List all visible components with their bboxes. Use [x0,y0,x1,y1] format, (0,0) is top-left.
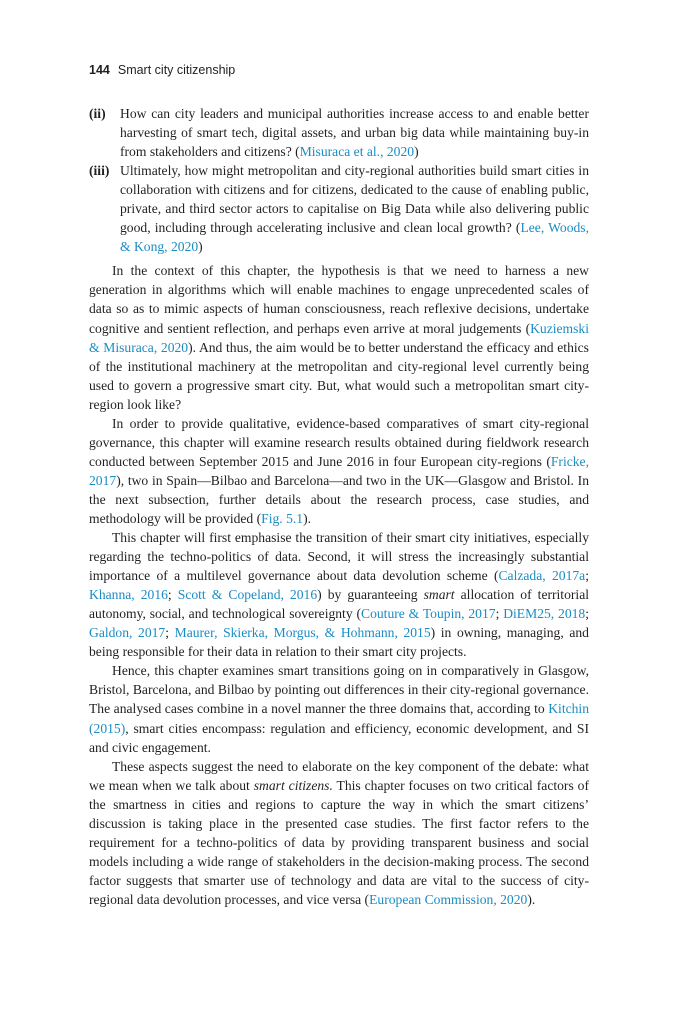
text-run: ). [303,510,312,526]
text-run: ) by guaranteeing [317,587,424,603]
text-run: ; [165,625,175,641]
text-run: ). [527,891,536,907]
text-run: Ultimately, how might metropolitan and city-regional authorities build smart cities in collaboration with citizens and for citizens, dedicated to the cause of enabling public, private, and third sector actors to capitalise on Big Data while also delivering public good, including through accelerating inclusive and clean local growth? ( [120,163,589,236]
question-text [120,161,589,256]
text-run: , smart cities encompass: regulation and efficiency, economic development, and SI and civic engagement. [89,720,589,755]
text-run: ; [585,606,589,622]
citation-link[interactable]: European Commission, 2020 [369,891,528,907]
text-run: This chapter will first emphasise the transition of their smart city initiatives, especially regarding the techno-politics of data. Second, it will stress the increasingly substantial importance of a multilevel governance about data devolution scheme ( [89,530,589,584]
citation-link[interactable]: Maurer, Skierka, Morgus, & Hohmann, 2015 [174,625,431,641]
text-run: These aspects suggest the need to elaborate on the key component of the debate: what we mean when we talk about [89,758,589,793]
citation-link[interactable]: Couture & Toupin, 2017 [361,606,496,622]
emphasis-text: smart citizens. [253,777,333,793]
text-run: ; [495,606,504,622]
text-run: ), two in Spain—Bilbao and Barcelona—and two in the UK—Glasgow and Bristol. In the next subsection, further details about the research process, case studies, and methodology will be provided ( [89,472,589,526]
citation-link[interactable]: Lee, Woods, & Kong, 2020 [120,220,589,255]
citation-link[interactable]: Galdon, 2017 [89,625,166,641]
citation-link[interactable]: Scott & Copeland, 2016 [177,587,318,603]
page-number: 144 [89,63,110,77]
book-page [89,60,589,909]
text-run: ) [414,144,419,160]
citation-link[interactable]: Kuziemski & Misuraca, 2020 [89,320,589,355]
question-text [120,104,589,161]
paragraph-transition [89,528,589,661]
text-run: ) [198,239,203,255]
paragraph-smart-citizens [89,757,589,909]
question-label: (iii) [89,163,110,179]
body-text [89,104,589,909]
paragraph-methodology [89,414,589,528]
question-item-ii [89,104,589,161]
figure-reference-link[interactable]: Fig. 5.1 [261,510,304,526]
paragraph-hypothesis [89,261,589,413]
citation-link[interactable]: Khanna, 2016 [89,587,168,603]
text-run: Hence, this chapter examines smart transitions going on in comparatively in Glasgow, Bristol, Barcelona, and Bilbao by pointing out differences in their city-regional governance. The analysed cases combine in a novel manner the three domains that, according to [89,663,589,717]
question-label: (ii) [89,106,106,121]
text-run: How can city leaders and municipal authorities increase access to and enable better harvesting of smart tech, digital assets, and urban big data while maintaining buy-in from stakeholders and citizens? ( [120,106,589,160]
text-run: In order to provide qualitative, evidence-based comparatives of smart city-regional governance, this chapter will examine research results obtained during fieldwork research conducted between September 2015 and June 2016 in four European city-regions ( [89,415,589,469]
citation-link[interactable]: Kitchin (2015) [89,701,589,736]
text-run: ; [585,568,589,584]
paragraph-comparison [89,661,589,756]
citation-link[interactable]: Misuraca et al., 2020 [299,144,415,160]
citation-link[interactable]: Fricke, 2017 [89,453,589,488]
text-run: In the context of this chapter, the hypothesis is that we need to harness a new generation in algorithms which will enable machines to engage unprecedented scales of data so as to mimic aspects of human consciousness, reach reflexive decisions, undertake cognitive and sentient reflection, and perhaps even arrive at moral judgements ( [89,263,589,336]
text-run: This chapter focuses on two critical factors of the smartness in cities and regions to capture the way in which the smart citizens’ discussion is taking place in the presented case studies. The first factor refers to the requirement for a techno-politics of data by providing transparent business and social models including a wide range of stakeholders in the decision-making process. The second factor suggests that smarter use of technology and data are vital to the success of city-regional data devolution processes, and vice versa ( [89,777,590,907]
running-header [89,60,589,80]
citation-link[interactable]: Calzada, 2017a [498,568,586,584]
text-run: ) in owning, managing, and being responsible for their data in relation to their smart city projects. [89,625,589,660]
question-item-iii [89,161,589,256]
emphasis-text: smart [423,587,455,603]
text-run: allocation of territorial autonomy, social, and technological sovereignty ( [89,587,589,622]
question-list [89,104,589,256]
text-run: ). And thus, the aim would be to better understand the efficacy and ethics of the institutional machinery at the metropolitan and city-regional level currently being used to govern a progressive smart city. But, what would such a metropolitan smart city-region look like? [89,339,589,412]
citation-link[interactable]: DiEM25, 2018 [503,606,586,622]
text-run: ; [167,587,178,603]
running-title: Smart city citizenship [117,63,236,77]
